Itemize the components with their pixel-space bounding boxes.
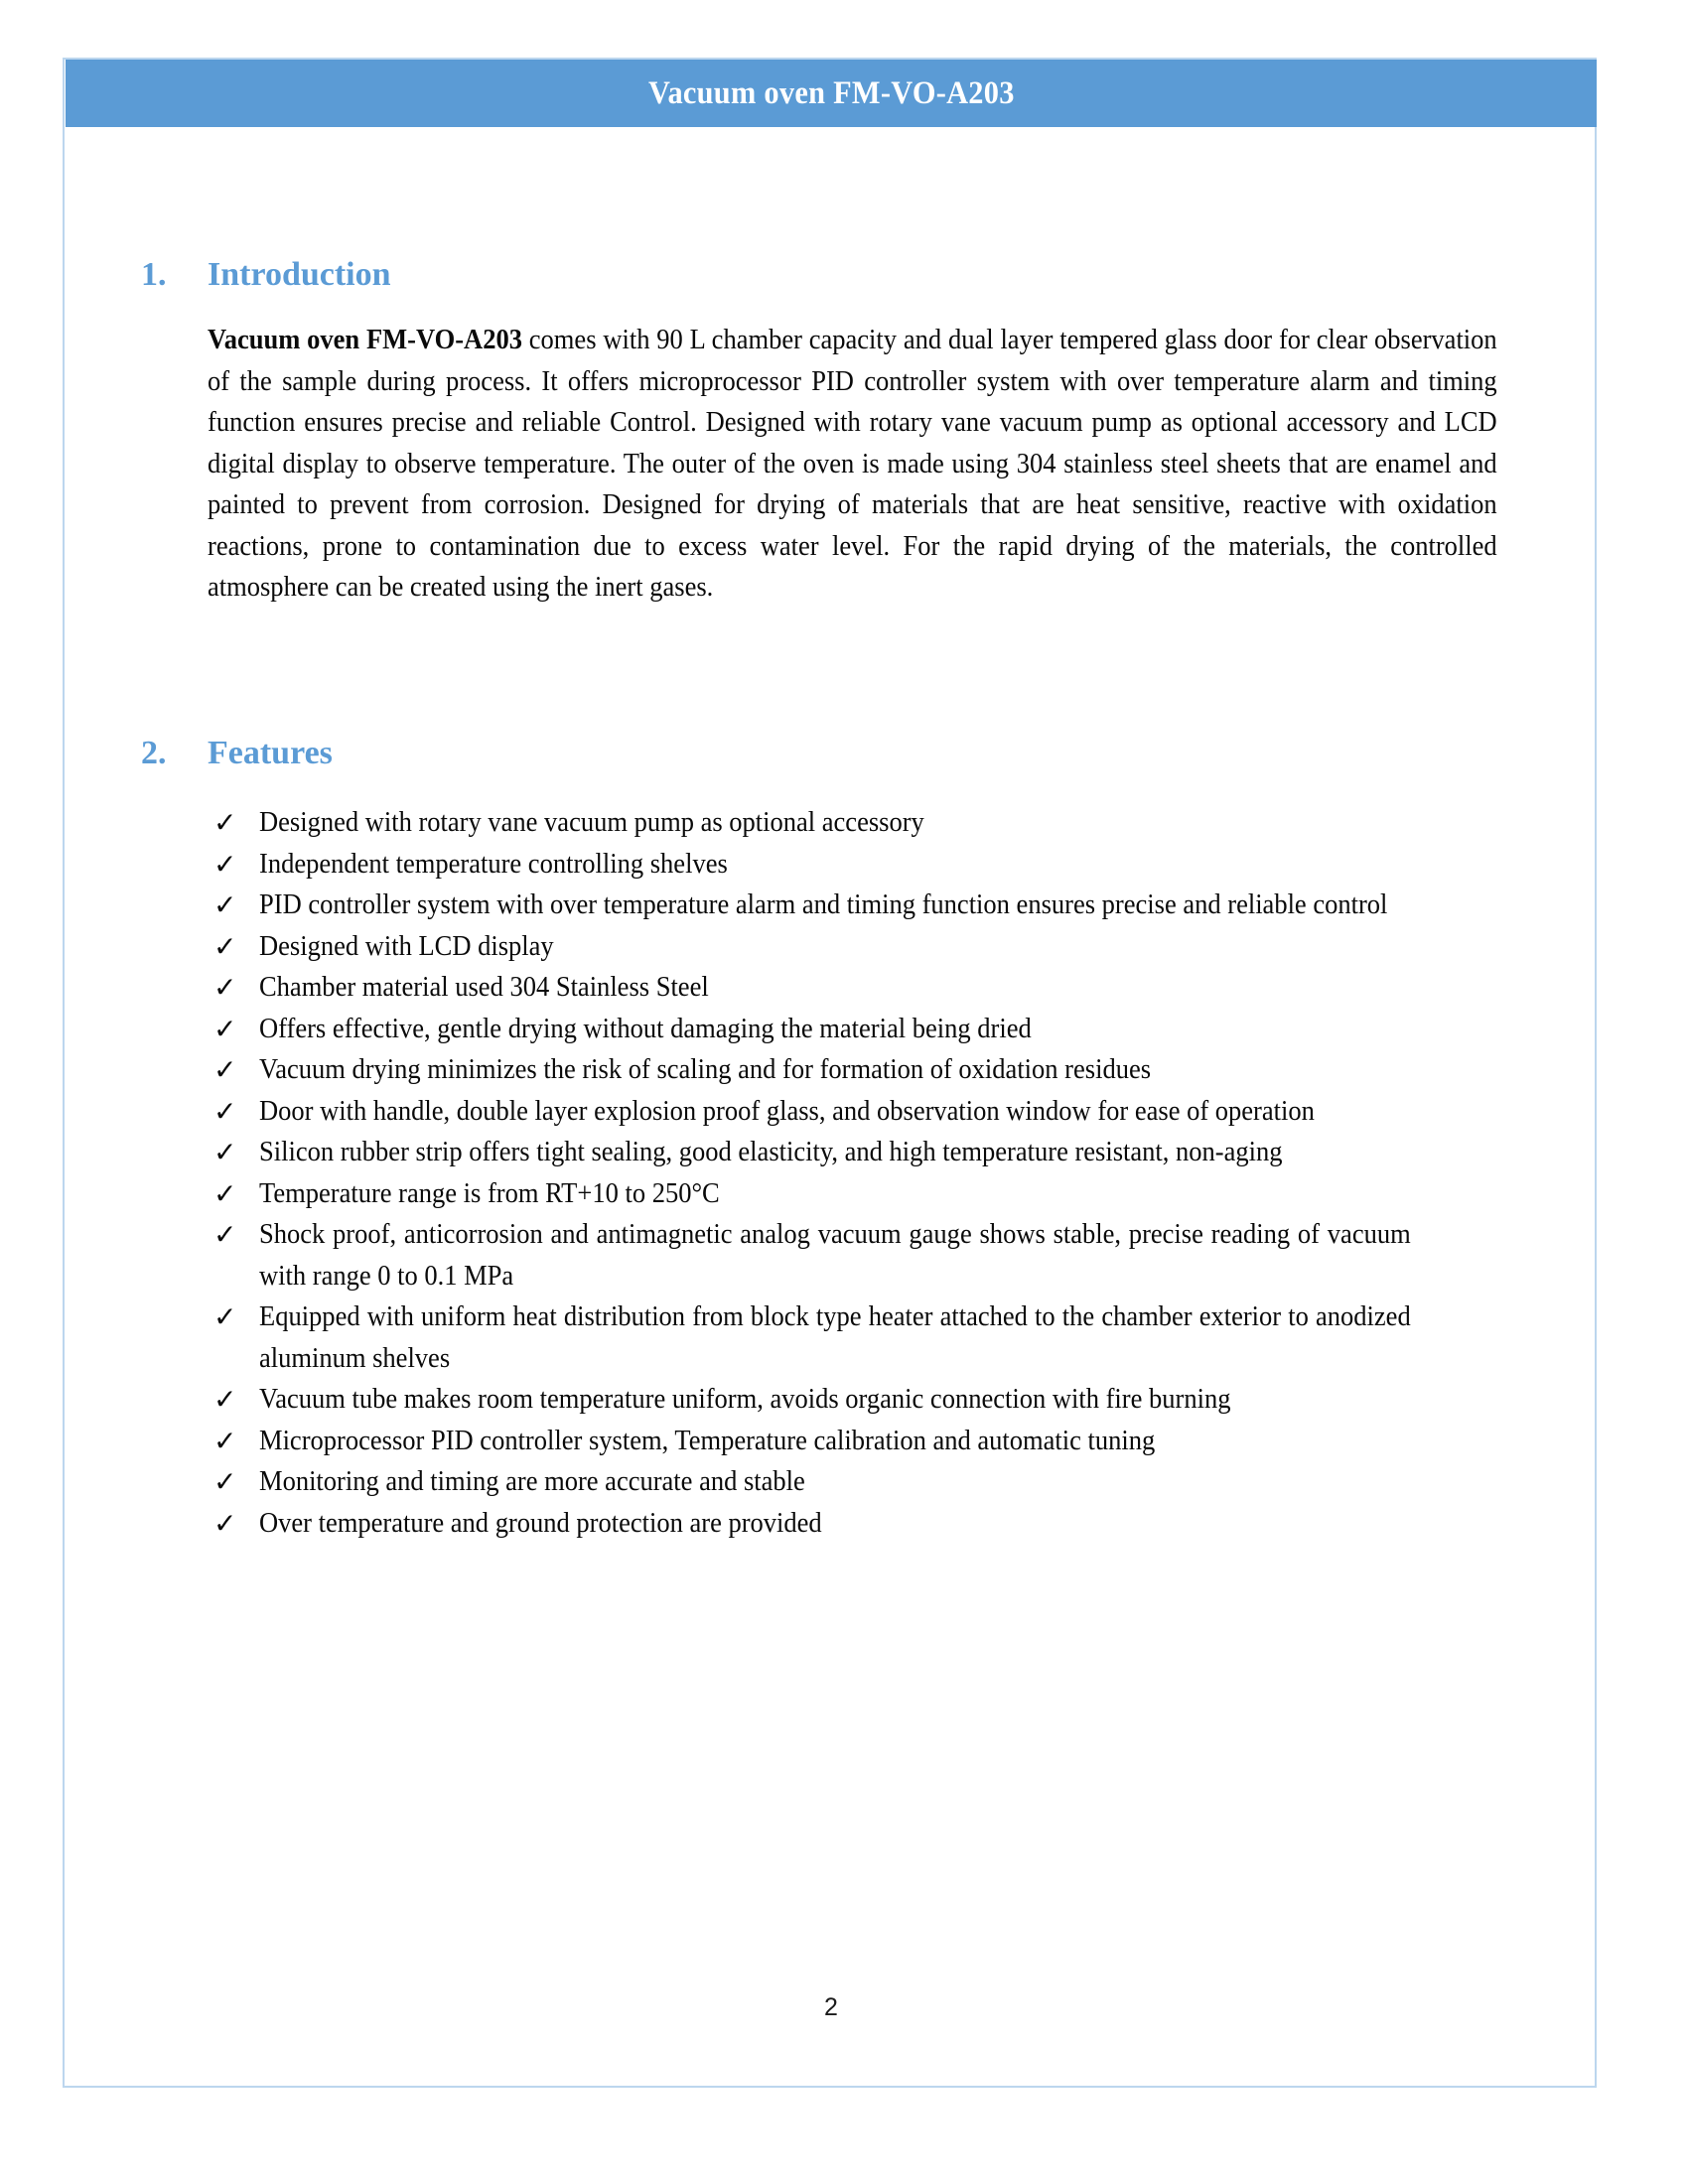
feature-item-text: Over temperature and ground protection are provided <box>259 1507 822 1539</box>
feature-list-item <box>208 1503 1497 1545</box>
heading-introduction-label: Introduction <box>208 256 391 293</box>
checkmark-icon: ✓ <box>213 1176 237 1210</box>
feature-list-item <box>208 926 1497 968</box>
feature-item-text: Chamber material used 304 Stainless Steel <box>259 972 709 1003</box>
feature-list-item <box>208 1214 1497 1297</box>
feature-list-item <box>208 1297 1497 1379</box>
header-banner <box>66 60 1597 127</box>
introduction-body-text: comes with 90 L chamber capacity and dual layer tempered glass door for clear observation of the sample during process. It offers microprocessor PID controller system with over temperature alarm and timing function ensures precise and reliable Control. Designed with rotary vane vacuum pump as optional accessory and LCD digital display to observe temperature. The outer of the oven is made using 304 stainless steel sheets that are enamel and painted to prevent from corrosion. Designed for drying of materials that are heat sensitive, reactive with oxidation reactions, prone to contamination due to excess water level. For the rapid drying of the materials, the controlled atmosphere can be created using the inert gases. <box>208 325 1497 603</box>
checkmark-icon: ✓ <box>213 1465 237 1498</box>
feature-list-item <box>208 1132 1497 1173</box>
page-title: Vacuum oven FM-VO-A203 <box>647 74 1015 111</box>
feature-item-text: Shock proof, anticorrosion and antimagnetic analog vacuum gauge shows stable, precise reading of vacuum with range 0 to 0.1 MPa <box>259 1219 1411 1292</box>
section-introduction <box>66 256 1597 609</box>
feature-item-text: Vacuum drying minimizes the risk of scaling and for formation of oxidation residues <box>259 1054 1152 1085</box>
checkmark-icon: ✓ <box>213 1300 237 1333</box>
feature-item-text: PID controller system with over temperature alarm and timing function ensures precise and reliable control <box>259 889 1388 920</box>
feature-list-item <box>208 844 1497 886</box>
page-number-footer: 2 <box>824 1993 838 2021</box>
feature-item-text: Equipped with uniform heat distribution from block type heater attached to the chamber exterior to anodized aluminum shelves <box>259 1301 1411 1374</box>
feature-item-text: Microprocessor PID controller system, Temperature calibration and automatic tuning <box>259 1425 1156 1456</box>
features-list <box>66 802 1597 1544</box>
heading-introduction-number: 1. <box>141 256 167 293</box>
checkmark-icon: ✓ <box>213 1012 237 1045</box>
feature-list-item <box>208 1173 1497 1215</box>
introduction-paragraph <box>208 320 1497 609</box>
checkmark-icon: ✓ <box>213 1094 237 1128</box>
feature-list-item <box>208 802 1497 844</box>
heading-introduction <box>66 256 1597 294</box>
checkmark-icon: ✓ <box>213 929 237 963</box>
feature-item-text: Offers effective, gentle drying without damaging the material being dried <box>259 1013 1032 1044</box>
checkmark-icon: ✓ <box>213 1424 237 1457</box>
section-features <box>66 735 1597 1544</box>
feature-list-item <box>208 1379 1497 1421</box>
heading-features-number: 2. <box>141 735 167 771</box>
feature-list-item <box>208 1421 1497 1462</box>
checkmark-icon: ✓ <box>213 1383 237 1416</box>
heading-features-label: Features <box>208 735 333 771</box>
feature-item-text: Temperature range is from RT+10 to 250°C <box>259 1177 720 1209</box>
heading-features <box>66 735 1597 772</box>
checkmark-icon: ✓ <box>213 1136 237 1168</box>
page-content <box>66 127 1597 2088</box>
checkmark-icon: ✓ <box>213 971 237 1004</box>
feature-item-text: Independent temperature controlling shelves <box>259 848 728 880</box>
feature-item-text: Monitoring and timing are more accurate and stable <box>259 1466 805 1497</box>
checkmark-icon: ✓ <box>213 1053 237 1086</box>
feature-list-item <box>208 885 1497 926</box>
feature-list-item <box>208 1009 1497 1050</box>
feature-item-text: Door with handle, double layer explosion proof glass, and observation window for ease of operation <box>259 1095 1315 1127</box>
checkmark-icon: ✓ <box>213 888 237 921</box>
feature-item-text: Designed with rotary vane vacuum pump as optional accessory <box>259 807 924 838</box>
feature-list-item <box>208 1461 1497 1503</box>
feature-list-item <box>208 967 1497 1009</box>
checkmark-icon: ✓ <box>213 847 237 881</box>
checkmark-icon: ✓ <box>213 1506 237 1540</box>
feature-item-text: Designed with LCD display <box>259 930 554 962</box>
feature-item-text: Vacuum tube makes room temperature uniform, avoids organic connection with fire burning <box>259 1384 1231 1415</box>
checkmark-icon: ✓ <box>213 1218 237 1251</box>
feature-list-item <box>208 1049 1497 1091</box>
feature-list-item <box>208 1091 1497 1133</box>
introduction-lead-bold: Vacuum oven FM-VO-A203 <box>208 325 522 355</box>
checkmark-icon: ✓ <box>213 806 237 839</box>
feature-item-text: Silicon rubber strip offers tight sealing, good elasticity, and high temperature resistant, non-aging <box>259 1137 1283 1167</box>
